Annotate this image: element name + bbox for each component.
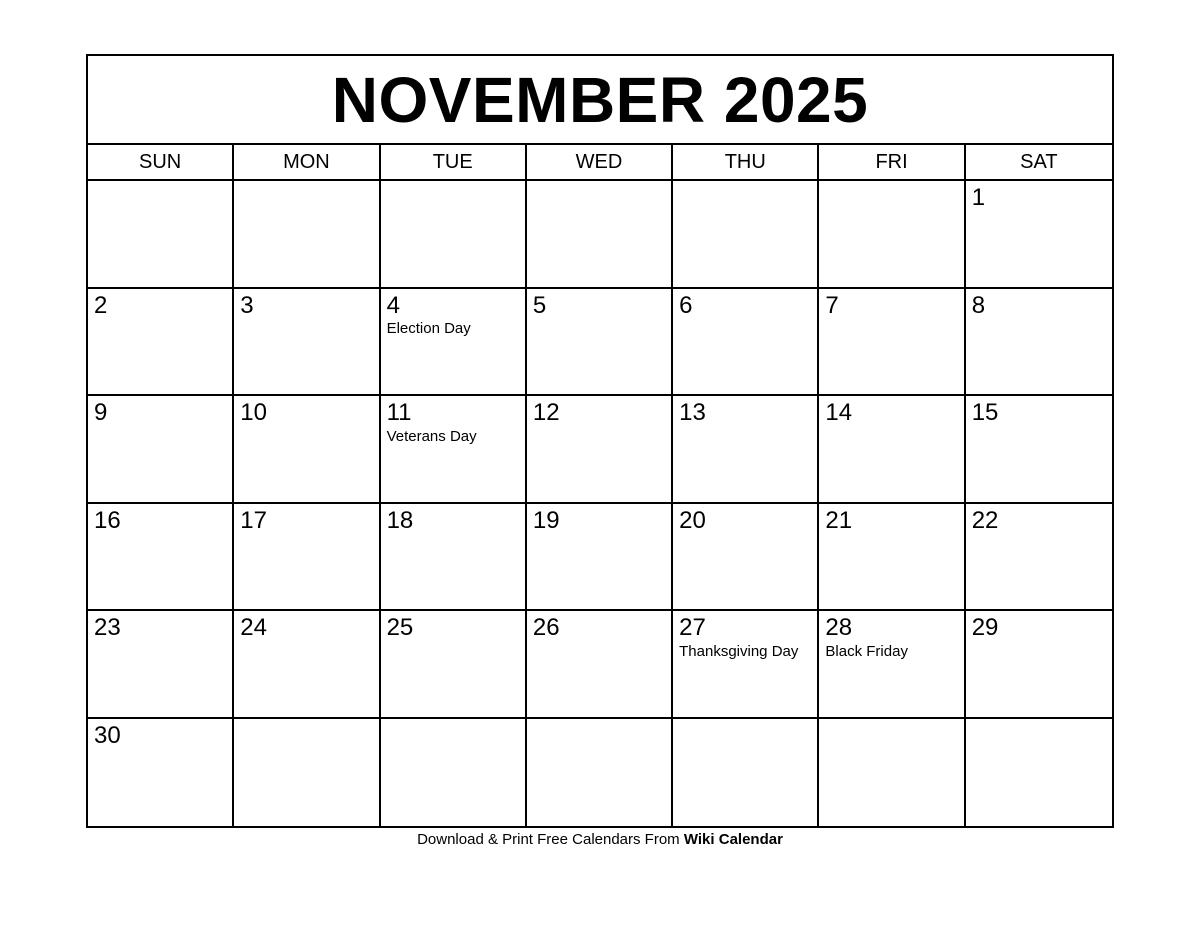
day-cell-27 <box>673 611 819 717</box>
day-cell-12 <box>527 396 673 502</box>
day-number: 3 <box>240 291 254 319</box>
holiday-label: Black Friday <box>825 642 908 660</box>
day-cell-13 <box>673 396 819 502</box>
holiday-label: Thanksgiving Day <box>679 642 799 660</box>
calendar-grid <box>88 181 1112 826</box>
day-number: 21 <box>825 506 853 534</box>
day-cell-14 <box>819 396 965 502</box>
weekday-header-fri: FRI <box>819 145 965 179</box>
day-cell-empty <box>673 181 819 287</box>
day-cell-empty <box>88 181 234 287</box>
day-number: 22 <box>971 506 999 534</box>
footer-text <box>0 831 1200 848</box>
weekday-header-thu: THU <box>673 145 819 179</box>
footer-brand: Wiki Calendar <box>683 831 783 848</box>
day-cell-22 <box>966 504 1112 610</box>
day-number: 8 <box>971 291 986 319</box>
calendar-title: NOVEMBER 2025 <box>331 63 869 136</box>
week-row-5 <box>88 611 1112 719</box>
weekday-header-row <box>88 145 1112 181</box>
day-cell-21 <box>819 504 965 610</box>
weekday-header-wed: WED <box>527 145 673 179</box>
day-cell-18 <box>381 504 527 610</box>
day-cell-empty <box>966 719 1112 827</box>
week-row-1 <box>88 181 1112 289</box>
day-cell-28 <box>819 611 965 717</box>
day-number: 19 <box>532 506 560 534</box>
day-cell-26 <box>527 611 673 717</box>
day-cell-9 <box>88 396 234 502</box>
day-cell-2 <box>88 289 234 395</box>
day-cell-empty <box>234 719 380 827</box>
day-number: 15 <box>971 399 999 426</box>
day-cell-16 <box>88 504 234 610</box>
day-number: 1 <box>971 184 986 211</box>
day-number: 13 <box>679 399 706 426</box>
day-cell-10 <box>234 396 380 502</box>
day-cell-5 <box>527 289 673 395</box>
week-row-4 <box>88 504 1112 612</box>
day-cell-1 <box>966 181 1112 287</box>
day-number: 30 <box>94 721 121 749</box>
day-number: 29 <box>971 614 999 641</box>
day-cell-empty <box>819 719 965 827</box>
day-cell-empty <box>819 181 965 287</box>
week-row-2 <box>88 289 1112 397</box>
week-row-6 <box>88 719 1112 827</box>
calendar-title-box <box>88 56 1112 145</box>
weekday-header-sat: SAT <box>1020 150 1058 173</box>
day-number: 25 <box>386 614 414 641</box>
day-number: 14 <box>825 399 853 426</box>
day-number: 4 <box>386 291 400 319</box>
day-cell-17 <box>234 504 380 610</box>
day-cell-19 <box>527 504 673 610</box>
day-cell-empty <box>381 719 527 827</box>
holiday-label: Election Day <box>386 320 471 338</box>
day-number: 28 <box>825 614 853 641</box>
day-number: 7 <box>825 291 839 319</box>
day-cell-empty <box>381 181 527 287</box>
day-number: 17 <box>240 506 267 534</box>
day-cell-7 <box>819 289 965 395</box>
day-cell-empty <box>673 719 819 827</box>
day-cell-empty <box>527 719 673 827</box>
weekday-header-tue: TUE <box>381 145 527 179</box>
day-number: 2 <box>94 291 108 319</box>
day-number: 27 <box>679 614 706 641</box>
day-cell-20 <box>673 504 819 610</box>
day-cell-11 <box>381 396 527 502</box>
day-number: 5 <box>532 291 547 319</box>
weekday-header-sun: SUN <box>88 145 234 179</box>
footer-prefix: Download & Print Free Calendars From <box>417 831 684 848</box>
holiday-label: Veterans Day <box>386 427 477 445</box>
day-number: 26 <box>532 614 560 641</box>
day-number: 9 <box>94 399 108 426</box>
day-number: 20 <box>679 506 706 534</box>
day-cell-30 <box>88 719 234 827</box>
day-cell-8 <box>966 289 1112 395</box>
day-cell-empty <box>234 181 380 287</box>
day-cell-25 <box>381 611 527 717</box>
day-number: 6 <box>679 291 693 319</box>
day-number: 11 <box>386 399 412 426</box>
day-cell-empty <box>527 181 673 287</box>
day-cell-15 <box>966 396 1112 502</box>
day-number: 24 <box>240 614 267 641</box>
day-number: 18 <box>386 506 414 534</box>
day-cell-24 <box>234 611 380 717</box>
day-number: 23 <box>94 614 121 641</box>
day-number: 10 <box>240 399 267 426</box>
day-cell-3 <box>234 289 380 395</box>
weekday-header-mon: MON <box>234 145 380 179</box>
day-cell-23 <box>88 611 234 717</box>
day-number: 12 <box>532 399 560 426</box>
calendar <box>86 54 1114 828</box>
week-row-3 <box>88 396 1112 504</box>
day-cell-4 <box>381 289 527 395</box>
day-number: 16 <box>94 506 121 534</box>
day-cell-6 <box>673 289 819 395</box>
day-cell-29 <box>966 611 1112 717</box>
